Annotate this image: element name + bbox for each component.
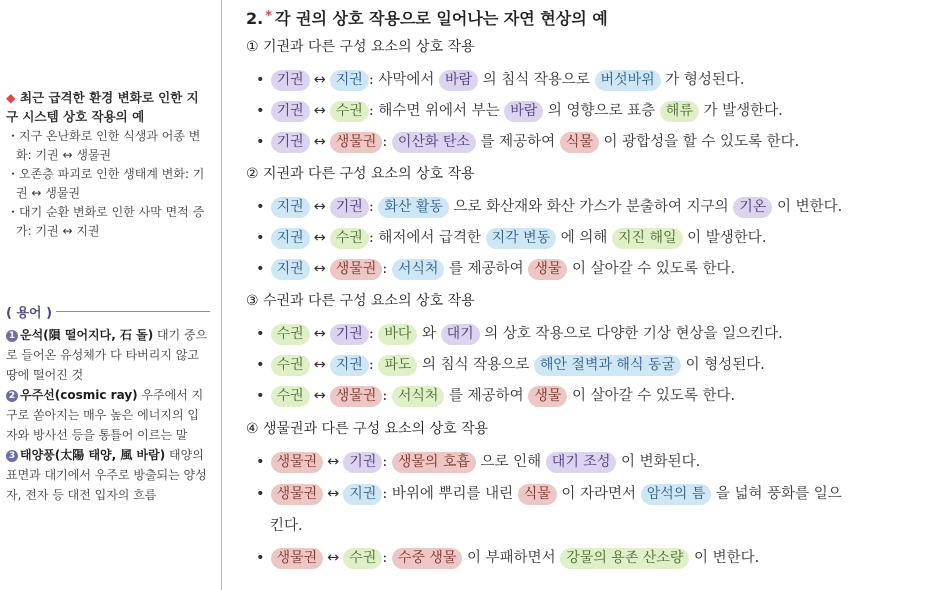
keyword-highlight: 생물 [528,386,567,407]
double-arrow-icon: ↔ [313,199,326,215]
line-text: : [368,199,379,215]
interaction-line [256,353,765,376]
interaction-line [256,130,799,153]
line-text: 이 자라면서 [556,486,641,502]
line-text: 가 발생한다. [698,103,783,119]
line-text: 의 영향으로 표층 [543,103,660,119]
keyword-highlight: 생물 [528,259,567,280]
line-text: 이 광합성을 할 수 있도록 한다. [598,134,800,150]
sphere-tag: 수권 [343,548,382,569]
line-text: 을 넓혀 풍화를 일으 [711,486,842,502]
sphere-tag: 기권 [343,452,382,473]
line-text: : [382,388,392,404]
bullet-dot: • [256,550,265,566]
line-text: : 바위에 뿌리를 내린 [382,486,518,502]
bullet-dot: • [256,199,265,215]
keyword-highlight: 암석의 틈 [641,484,712,505]
bullet-dot: • [256,72,265,88]
subsection-heading: ② 지권과 다른 구성 요소의 상호 작용 [246,166,475,182]
line-text: 으로 인해 [475,454,546,470]
number-badge-icon: 1 [6,330,18,342]
line-text: 의 침식 작용으로 [478,72,595,88]
line-text: 를 제공하여 [444,261,529,277]
interaction-line [256,450,700,473]
keyword-highlight: 해안 절벽과 해식 동굴 [534,355,681,376]
bullet-dot: • [256,103,265,119]
subsection-heading: ③ 수권과 다른 구성 요소의 상호 작용 [246,293,475,309]
sphere-tag: 지권 [271,259,310,280]
glossary-term: 우주선(cosmic ray) [20,388,138,402]
keyword-highlight: 서식처 [392,259,445,280]
sidebar [0,0,222,590]
keyword-highlight: 대기 [441,324,480,345]
box-title-text: 최근 급격한 환경 변화로 인한 지구 시스템 상호 작용의 예 [6,90,199,124]
bullet-dot: • [256,388,265,404]
sphere-tag: 지권 [330,355,369,376]
double-arrow-icon: ↔ [327,454,340,470]
keyword-highlight: 화산 활동 [378,197,449,218]
interaction-line [256,546,759,569]
sphere-tag: 수권 [330,101,369,122]
diamond-bullet-icon: ◆ [6,90,16,105]
sphere-tag: 생물권 [330,259,383,280]
sphere-tag: 지권 [271,228,310,249]
keyword-highlight: 해류 [660,101,699,122]
sphere-tag: 생물권 [330,386,383,407]
line-text: 이 발생한다. [682,230,767,246]
glossary-term: 태양풍(太陽 태양, 風 바람) [20,448,166,462]
double-arrow-icon: ↔ [313,72,326,88]
line-text: 를 제공하여 [475,134,560,150]
line-text: 가 형성된다. [660,72,745,88]
double-arrow-icon: ↔ [313,326,326,342]
keyword-highlight: 서식처 [392,386,445,407]
bullet-dot: • [256,134,265,150]
interaction-line [256,99,783,122]
interaction-line [256,482,842,505]
keyword-highlight: 대기 조성 [546,452,617,473]
line-text: : [382,550,392,566]
glossary-desc: 우주에서 지구로 쏟아지는 매우 높은 에너지의 입자와 방사선 등을 통틀어 이르는 말 [6,388,204,442]
sphere-tag: 수권 [271,386,310,407]
glossary [6,302,210,505]
line-text: : 해수면 위에서 부는 [368,103,505,119]
line-text: : 해저에서 급격한 [368,230,486,246]
interaction-line [256,195,842,218]
sphere-tag: 기권 [271,70,310,91]
sphere-tag: 수권 [271,355,310,376]
line-text: 를 제공하여 [444,388,529,404]
double-arrow-icon: ↔ [327,550,340,566]
line-text: : [382,454,392,470]
bullet-dot: • [256,230,265,246]
sphere-tag: 생물권 [330,132,383,153]
line-text: 이 변한다. [772,199,843,215]
double-arrow-icon: ↔ [313,261,326,277]
line-text: 이 살아갈 수 있도록 한다. [567,388,736,404]
keyword-highlight: 수중 생물 [392,548,463,569]
box-title [6,88,210,126]
bullet-dot: • [256,326,265,342]
double-arrow-icon: ↔ [313,230,326,246]
interaction-line [256,322,783,345]
glossary-heading [6,302,210,321]
subsection-heading: ① 기권과 다른 구성 요소의 상호 작용 [246,39,475,55]
keyword-highlight: 바다 [378,324,417,345]
double-arrow-icon: ↔ [313,103,326,119]
keyword-highlight: 버섯바위 [595,70,661,91]
sphere-tag: 기권 [271,101,310,122]
heading-rule [56,311,210,312]
sphere-tag: 지권 [271,197,310,218]
glossary-body [6,325,210,505]
line-text: 이 살아갈 수 있도록 한다. [567,261,736,277]
sphere-tag: 기권 [271,132,310,153]
keyword-highlight: 지각 변동 [486,228,557,249]
environment-change-box [6,88,210,241]
keyword-highlight: 식물 [518,484,557,505]
line-text: : [382,134,392,150]
keyword-highlight: 파도 [378,355,417,376]
keyword-highlight: 이산화 탄소 [392,132,476,153]
double-arrow-icon: ↔ [327,486,340,502]
sphere-tag: 기권 [330,197,369,218]
section-title-text: 각 권의 상호 작용으로 일어나는 자연 현상의 예 [275,9,608,28]
sphere-tag: 기권 [330,324,369,345]
line-text: : [368,357,379,373]
interaction-line [256,257,735,280]
line-text: 이 형성된다. [680,357,765,373]
bullet-dot: • [256,357,265,373]
glossary-desc: 대기 중으로 들어온 유성체가 다 타버리지 않고 땅에 떨어진 것 [6,328,208,382]
box-item: ・대기 순환 변화로 인한 사막 면적 증가: 기권 ↔ 지권 [7,205,205,238]
line-text: 이 변한다. [689,550,760,566]
double-arrow-icon: ↔ [313,134,326,150]
glossary-desc: 태양의 표면과 대기에서 우주로 방출되는 양성자, 전자 등 대전 입자의 흐름 [6,448,207,502]
glossary-term: 운석(隕 떨어지다, 石 돌) [20,328,154,342]
line-text: 이 부패하면서 [462,550,561,566]
line-text: 으로 화산재와 화산 가스가 분출하여 지구의 [448,199,734,215]
line-text: : [368,326,379,342]
sphere-tag: 수권 [271,324,310,345]
line-text: 의 상호 작용으로 다양한 기상 현상을 일으킨다. [479,326,783,342]
section-number: 2. [246,9,264,28]
bullet-dot: • [256,454,265,470]
line-text: 에 의해 [556,230,613,246]
double-arrow-icon: ↔ [313,388,326,404]
line-text: 의 침식 작용으로 [417,357,534,373]
keyword-highlight: 기온 [733,197,772,218]
keyword-highlight: 바람 [504,101,543,122]
line-text: : 사막에서 [368,72,439,88]
sphere-tag: 수권 [330,228,369,249]
sphere-tag: 생물권 [271,548,324,569]
line-text: 이 변화된다. [616,454,701,470]
subsection-heading: ④ 생물권과 다른 구성 요소의 상호 작용 [246,421,489,437]
sphere-tag: 지권 [330,70,369,91]
star-icon: * [265,9,273,24]
glossary-heading-text: ( 용어 ) [6,306,53,321]
line-continuation: 킨다. [270,518,303,534]
interaction-line [256,384,735,407]
keyword-highlight: 바람 [439,70,478,91]
keyword-highlight: 식물 [560,132,599,153]
bullet-dot: • [256,486,265,502]
line-text: 와 [417,326,441,342]
sphere-tag: 지권 [343,484,382,505]
sphere-tag: 생물권 [271,452,324,473]
box-item: ・오존층 파괴로 인한 생태계 변화: 기권 ↔ 생물권 [7,167,205,200]
keyword-highlight: 지진 해일 [612,228,683,249]
interaction-line [256,68,745,91]
double-arrow-icon: ↔ [313,357,326,373]
number-badge-icon: 2 [6,390,18,402]
line-text: : [382,261,392,277]
sphere-tag: 생물권 [271,484,324,505]
interaction-line [256,226,766,249]
section-title [246,6,608,29]
number-badge-icon: 3 [6,450,18,462]
box-item: ・지구 온난화로 인한 식생과 어종 변화: 기권 ↔ 생물권 [7,129,201,162]
keyword-highlight: 강물의 용존 산소량 [560,548,689,569]
keyword-highlight: 생물의 호흡 [392,452,476,473]
bullet-dot: • [256,261,265,277]
